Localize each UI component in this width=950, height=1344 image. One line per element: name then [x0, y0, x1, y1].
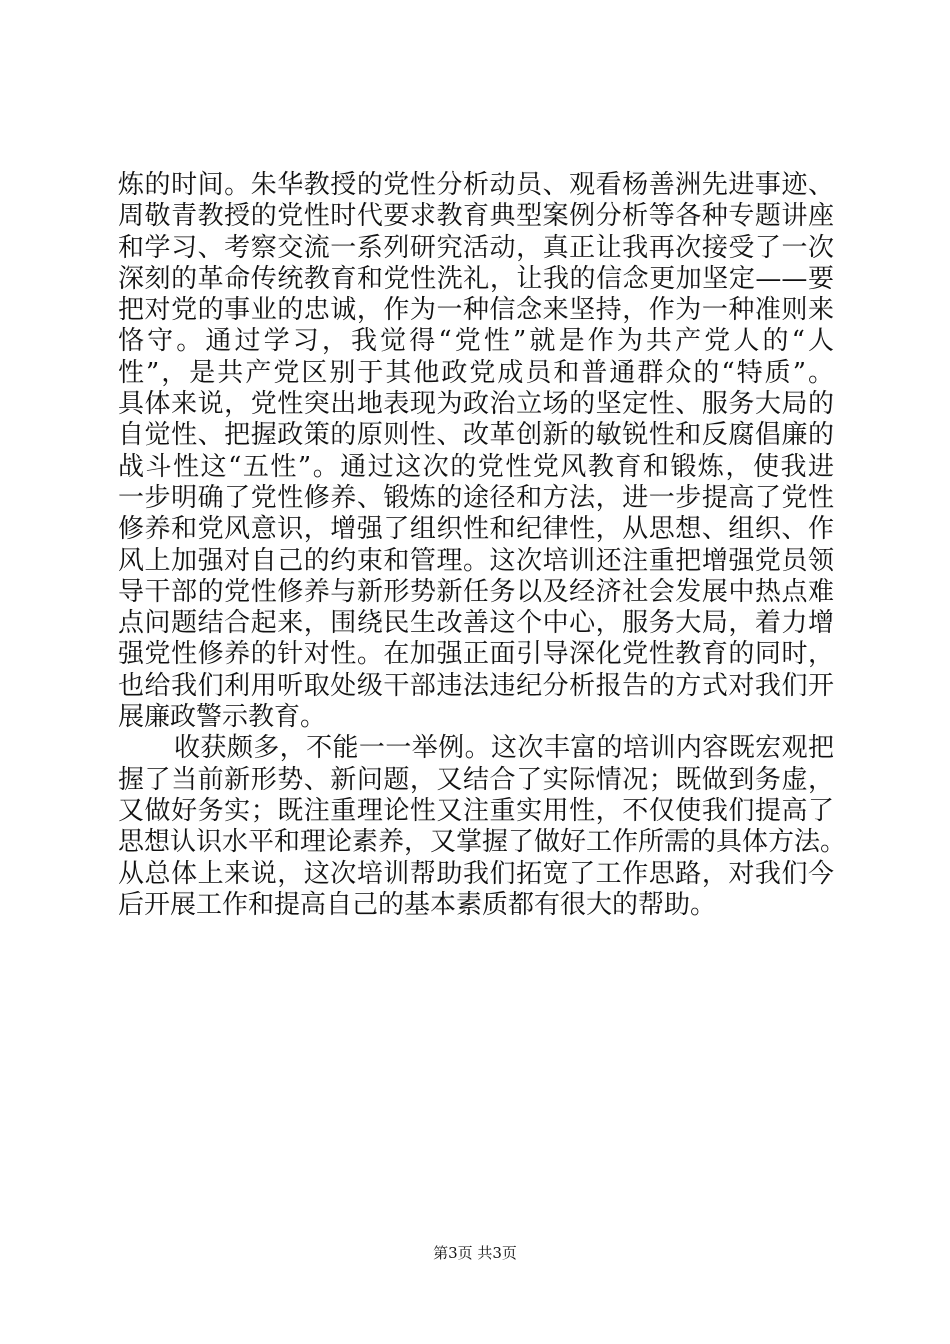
text-line: 修养和党风意识，增强了组织性和纪律性，从思想、组织、作 — [118, 514, 834, 545]
text-line: 周敬青教授的党性时代要求教育典型案例分析等各种专题讲座 — [118, 201, 834, 232]
page-footer: 第3页 共3页 — [433, 1244, 517, 1262]
text-line: 点问题结合起来，围绕民生改善这个中心，服务大局，着力增 — [118, 608, 834, 639]
text-line: 和学习、考察交流一系列研究活动，真正让我再次接受了一次 — [118, 232, 834, 263]
text-line: 思想认识水平和理论素养，又掌握了做好工作所需的具体方法。 — [118, 827, 847, 858]
text-line: 性”，是共产党区别于其他政党成员和普通群众的“特质”。 — [118, 357, 834, 388]
text-line: 收获颇多，不能一一举例。这次丰富的培训内容既宏观把 — [174, 733, 834, 764]
text-line: 后开展工作和提高自己的基本素质都有很大的帮助。 — [118, 889, 717, 920]
text-line: 强党性修养的针对性。在加强正面引导深化党性教育的同时， — [118, 639, 834, 670]
text-line: 导干部的党性修养与新形势新任务以及经济社会发展中热点难 — [118, 576, 834, 607]
text-line: 也给我们利用听取处级干部违法违纪分析报告的方式对我们开 — [118, 670, 834, 701]
text-line: 自觉性、把握政策的原则性、改革创新的敏锐性和反腐倡廉的 — [118, 420, 834, 451]
text-line: 从总体上来说，这次培训帮助我们拓宽了工作思路，对我们今 — [118, 858, 834, 889]
text-line: 炼的时间。朱华教授的党性分析动员、观看杨善洲先进事迹、 — [118, 170, 834, 200]
text-line: 恪守。通过学习，我觉得“党性”就是作为共产党人的“人 — [118, 326, 834, 357]
text-line: 握了当前新形势、新问题，又结合了实际情况；既做到务虚， — [118, 764, 834, 795]
body-text — [118, 170, 847, 921]
text-line: 具体来说，党性突出地表现为政治立场的坚定性、服务大局的 — [118, 389, 834, 420]
text-line: 一步明确了党性修养、锻炼的途径和方法，进一步提高了党性 — [118, 482, 834, 513]
text-line: 深刻的革命传统教育和党性洗礼，让我的信念更加坚定——要 — [118, 263, 834, 294]
text-line: 把对党的事业的忠诚，作为一种信念来坚持，作为一种准则来 — [118, 295, 834, 326]
text-line: 战斗性这“五性”。通过这次的党性党风教育和锻炼，使我进 — [118, 451, 834, 482]
text-line: 风上加强对自己的约束和管理。这次培训还注重把增强党员领 — [118, 545, 834, 576]
text-line: 又做好务实；既注重理论性又注重实用性，不仅使我们提高了 — [118, 795, 834, 826]
text-line: 展廉政警示教育。 — [118, 702, 327, 733]
